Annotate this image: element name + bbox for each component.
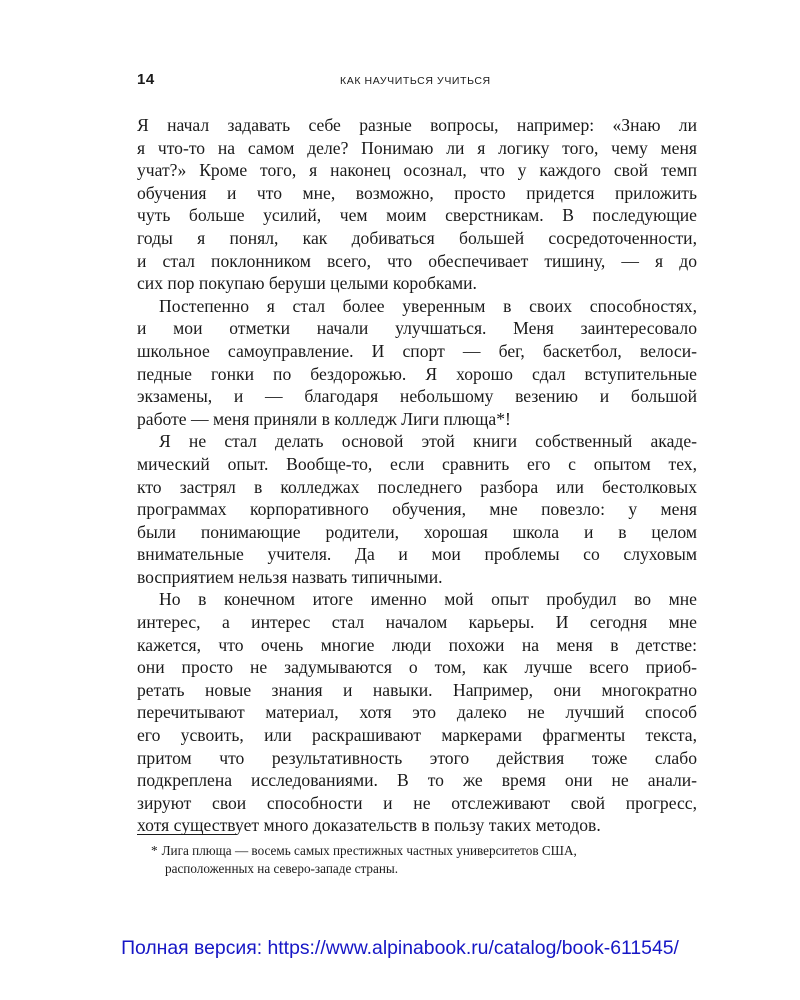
footnote-line-1 (151, 842, 697, 860)
text-line: подкреплена исследованиями. В то же время они не анали- (137, 770, 697, 791)
text-line: обучения и что мне, возможно, просто придется приложить (137, 182, 697, 203)
text-line: школьное самоуправление. И спорт — бег, баскетбол, велоси- (137, 340, 697, 361)
text-line: восприятием нельзя назвать типичными. (137, 566, 443, 587)
text-line: я что-то на самом деле? Понимаю ли я логику того, чему меня (137, 137, 697, 158)
text-line: они просто не задумываются о том, как лучше всего приоб- (137, 657, 697, 678)
text-line: Но в конечном итоге именно мой опыт пробудил во мне (159, 589, 697, 610)
body-text (137, 114, 697, 837)
text-line: кто застрял в колледжах последнего разбора или бестолковых (137, 476, 697, 497)
text-line: программах корпоративного обучения, мне повезло: у меня (137, 499, 697, 520)
text-line: притом что результативность этого действия тоже слабо (137, 747, 697, 768)
footnote-divider (137, 834, 237, 835)
paragraph (137, 295, 697, 431)
full-version-link[interactable]: Полная версия: https://www.alpinabook.ru/catalog/book-611545/ (121, 937, 679, 959)
text-line: работе — меня приняли в колледж Лиги плюща*! (137, 408, 511, 429)
text-line: сих пор покупаю беруши целыми коробками. (137, 273, 477, 294)
text-line: мический опыт. Вообще-то, если сравнить его с опытом тех, (137, 453, 697, 474)
text-line: годы я понял, как добиваться большей сосредоточенности, (137, 227, 697, 248)
text-line: кажется, что очень многие люди похожи на меня в детстве: (137, 634, 697, 655)
text-line: Постепенно я стал более уверенным в своих способностях, (159, 295, 697, 316)
text-line: экзамены, и — благодаря небольшому везению и большой (137, 386, 697, 407)
text-line: интерес, а интерес стал началом карьеры. И сегодня мне (137, 612, 697, 633)
text-line: педные гонки по бездорожью. Я хорошо сдал вступительные (137, 363, 697, 384)
text-line: хотя существует много доказательств в пользу таких методов. (137, 815, 601, 836)
full-version-link-row (0, 937, 800, 960)
footnote-mark: * (151, 843, 158, 858)
text-line: чуть больше усилий, чем моим сверстникам. В последующие (137, 205, 697, 226)
text-line: и стал поклонником всего, что обеспечивает тишину, — я до (137, 250, 697, 271)
text-line: внимательные учителя. Да и мои проблемы со слуховым (137, 544, 697, 565)
page-number: 14 (137, 71, 155, 88)
text-line: учат?» Кроме того, я наконец осознал, что у каждого свой темп (137, 160, 697, 181)
footnote-line-2: расположенных на северо-западе страны. (165, 860, 399, 876)
text-line: Я начал задавать себе разные вопросы, например: «Знаю ли (137, 115, 697, 135)
paragraph (137, 588, 697, 837)
text-line: и мои отметки начали улучшаться. Меня заинтересовало (137, 318, 697, 339)
paragraph (137, 430, 697, 588)
text-line: его усвоить, или раскрашивают маркерами фрагменты текста, (137, 725, 697, 746)
running-title: КАК НАУЧИТЬСЯ УЧИТЬСЯ (340, 75, 491, 87)
paragraph (137, 114, 697, 295)
text-line: были понимающие родители, хорошая школа и в целом (137, 521, 697, 542)
footnote (151, 842, 697, 877)
text-line: Я не стал делать основой этой книги собственный акаде- (159, 431, 697, 452)
text-line: зируют свои способности и не отслеживают свой прогресс, (137, 792, 697, 813)
text-line: ретать новые знания и навыки. Например, они многократно (137, 679, 697, 700)
text-line: перечитывают материал, хотя это далеко не лучший способ (137, 702, 697, 723)
footnote-text: Лига плюща — восемь самых престижных частных университетов США, (161, 843, 577, 858)
